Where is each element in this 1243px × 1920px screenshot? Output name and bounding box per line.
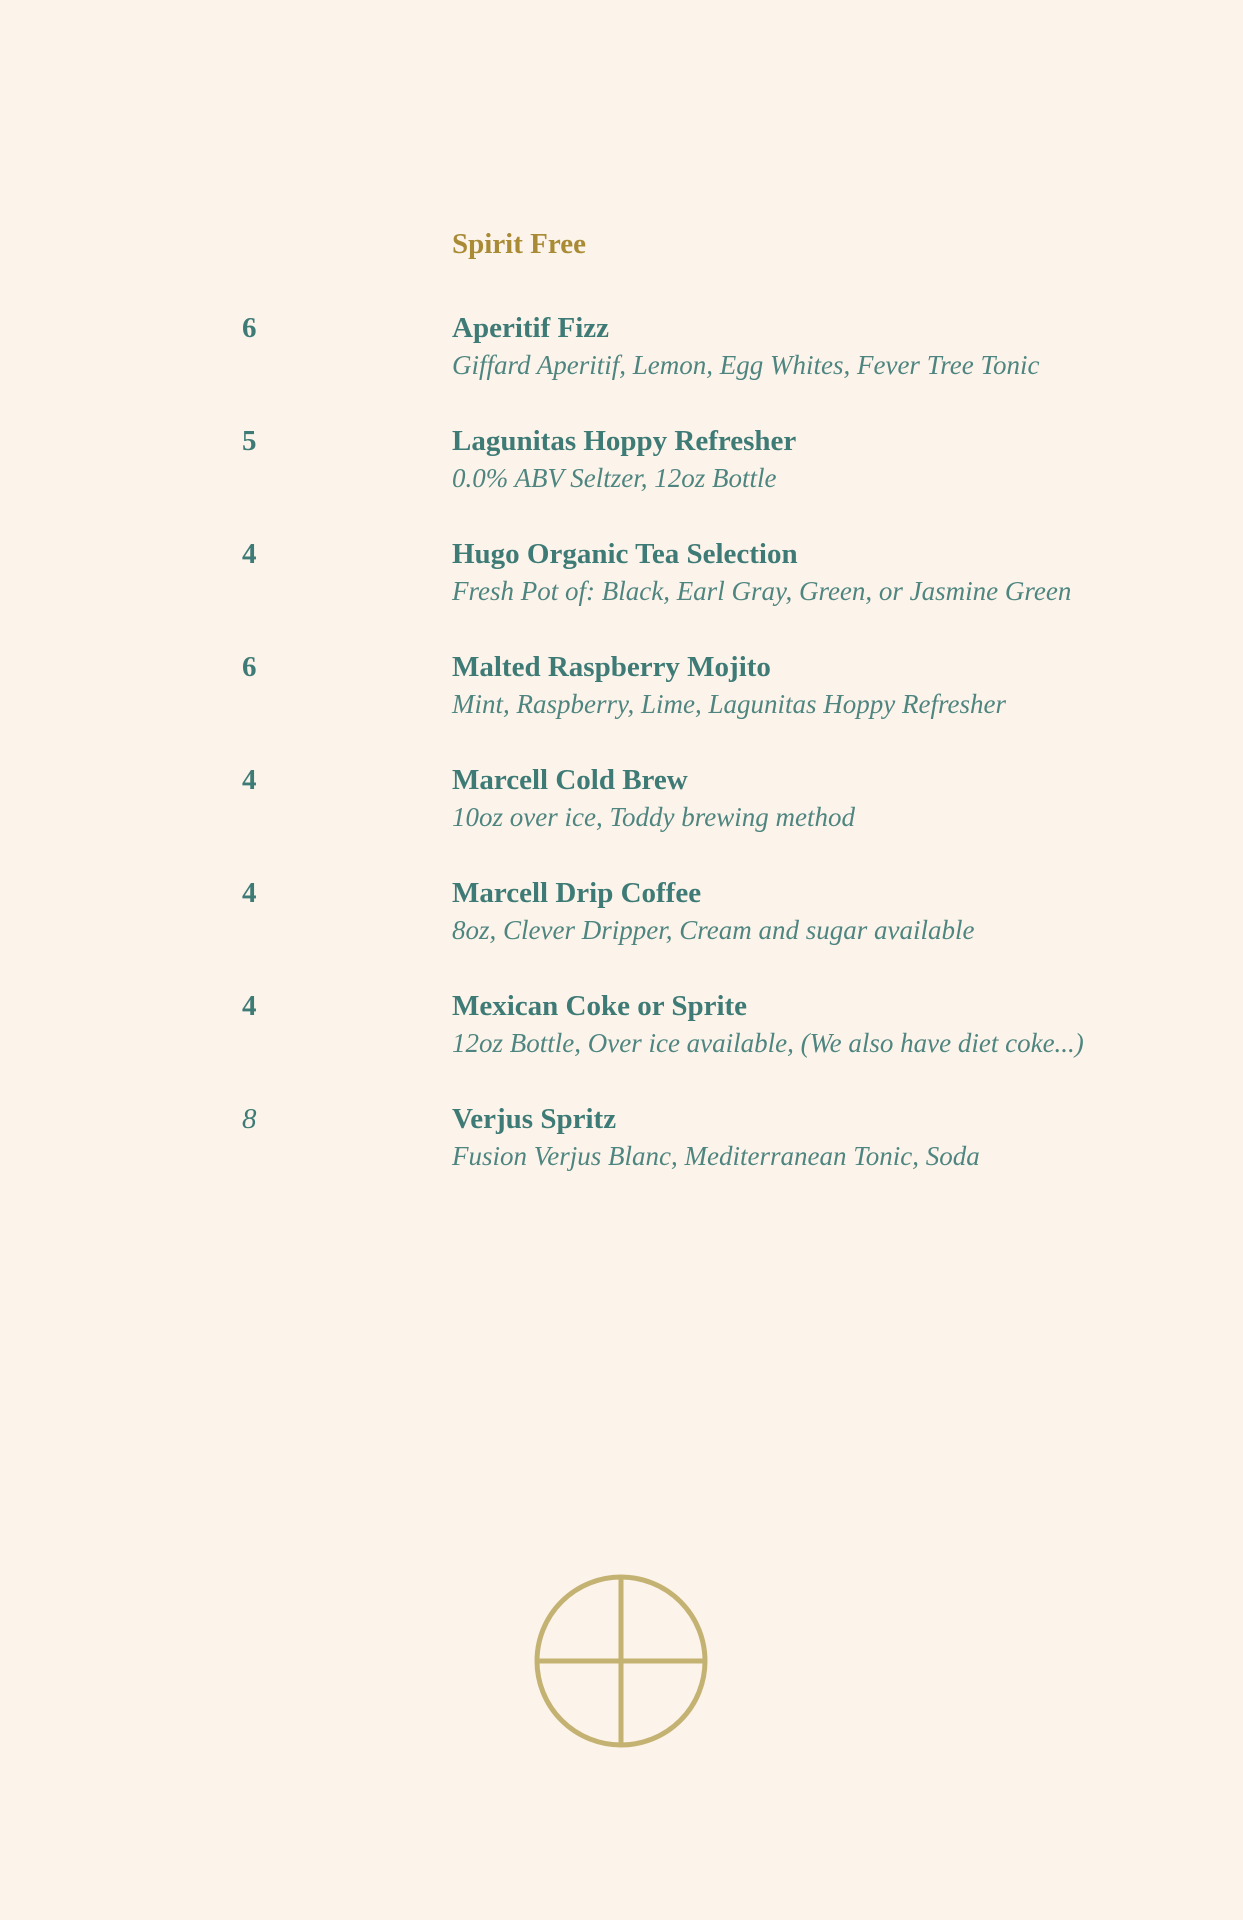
circle-cross-icon: [534, 1574, 708, 1748]
item-name: Malted Raspberry Mojito: [452, 651, 771, 683]
section-title: Spirit Free: [452, 228, 586, 260]
menu-item: [0, 651, 1243, 741]
menu-item: [0, 877, 1243, 967]
item-description: 0.0% ABV Seltzer, 12oz Bottle: [452, 463, 777, 493]
menu-item: [0, 538, 1243, 628]
item-description: Fresh Pot of: Black, Earl Gray, Green, or Jasmine Green: [452, 576, 1072, 606]
item-price: 6: [242, 312, 257, 344]
item-price: 4: [242, 764, 257, 796]
item-price: 6: [242, 651, 257, 683]
menu-item: [0, 312, 1243, 402]
item-name: Hugo Organic Tea Selection: [452, 538, 798, 570]
item-price: 4: [242, 538, 257, 570]
item-name: Verjus Spritz: [452, 1103, 617, 1135]
item-name: Mexican Coke or Sprite: [452, 990, 748, 1022]
item-description: 8oz, Clever Dripper, Cream and sugar available: [452, 915, 975, 945]
menu-item: [0, 764, 1243, 854]
item-price: 5: [242, 425, 257, 457]
item-description: Giffard Aperitif, Lemon, Egg Whites, Fever Tree Tonic: [452, 350, 1040, 380]
item-description: 12oz Bottle, Over ice available, (We also have diet coke...): [452, 1028, 1084, 1058]
menu-item: [0, 1103, 1243, 1193]
item-price: 8: [242, 1103, 257, 1135]
menu-item: [0, 990, 1243, 1080]
item-price: 4: [242, 877, 257, 909]
item-name: Lagunitas Hoppy Refresher: [452, 425, 797, 457]
item-description: Mint, Raspberry, Lime, Lagunitas Hoppy Refresher: [452, 689, 1006, 719]
item-description: 10oz over ice, Toddy brewing method: [452, 802, 855, 832]
item-name: Aperitif Fizz: [452, 312, 610, 344]
item-name: Marcell Drip Coffee: [452, 877, 702, 909]
item-description: Fusion Verjus Blanc, Mediterranean Tonic, Soda: [452, 1141, 980, 1171]
item-price: 4: [242, 990, 257, 1022]
item-name: Marcell Cold Brew: [452, 764, 688, 796]
menu-item: [0, 425, 1243, 515]
